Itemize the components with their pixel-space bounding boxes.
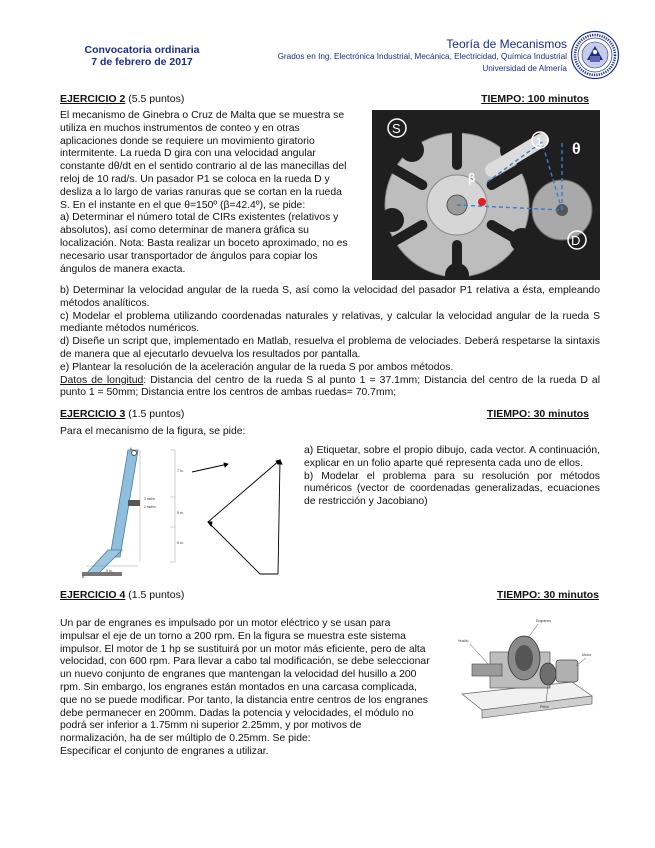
label-s: S — [392, 121, 401, 136]
geneva-mechanism-photo — [372, 110, 600, 280]
fig-pinion: Piñón — [540, 705, 549, 709]
ex2-line: intermitente. La rueda D gira con una velocidad angular — [60, 148, 316, 160]
ex2-line: ángulos de manera exacta. — [60, 263, 186, 275]
lengths-text: : Distancia del centro de la rueda S al punto 1 = 37.1mm; Distancia del centro de la rueda D al punto 1 = 50mm; Distancia entre los centros de ambas ruedas= 70.7mm; — [60, 374, 601, 399]
ex2-item-e: e) Plantear la resolución de la aceleración angular de la rueda S por ambos métodos. — [60, 361, 454, 373]
geneva-drawing — [372, 110, 600, 280]
fig-label-b: B — [82, 575, 85, 579]
ex3-mechanism-figure — [80, 442, 300, 582]
ex2-intro — [60, 110, 366, 276]
label-d: D — [571, 233, 581, 248]
ex4-line: Un par de engranes es impulsado por un motor eléctrico y se usan para — [60, 618, 391, 629]
ex2-line: S. En el instante en el que θ=150º (β=42.4º), se pide: — [60, 199, 306, 211]
label-1: 1 — [536, 136, 543, 148]
degrees-line: Grados en Ing. Electrónica Industrial, Mecánica, Electricidad, Química Industrial — [277, 51, 567, 61]
ex2-item-c: c) Modelar el problema utilizando coordenadas naturales y relativas, y calcular la velocidad angular de la rueda S mediante métodos numéricos. — [60, 310, 600, 335]
course-header — [278, 38, 567, 76]
ex4-line: que no se puede modificar. Por tanto, la distancia entre centros de los engranes — [60, 694, 428, 706]
ex2-line: reloj de 10 rad/s. Un pasador P1 se coloca en la rueda D y — [60, 173, 330, 185]
fig-dim-3: 5 in. — [177, 541, 184, 545]
ex3-item-b: b) Modelar el problema para su resolución por métodos numéricos (vector de coordenadas generalizadas, ecuaciones de restricción y Jacobiano) — [304, 470, 600, 508]
university-name: Universidad de Almería — [482, 64, 567, 73]
ex4-points: (1.5 puntos) — [128, 589, 185, 601]
session-date: 7 de febrero de 2017 — [91, 56, 193, 68]
ex2-item-d: d) Diseñe un script que, implementado en Matlab, resuelva el problema de velociades. Deberá respetarse la sintaxis de manera que al ejecutarlo devuelva los resultados por pantalla. — [60, 336, 600, 360]
ex4-line: debe permanecer en 200mm. Dadas la potencia y velocidades, el módulo no — [60, 707, 414, 719]
ex3-intro: Para el mecanismo de la figura, se pide: — [60, 426, 246, 437]
ex2-line: utiliza en muchos instrumentos de conteo y en otras — [60, 122, 300, 134]
ex2-heading — [60, 93, 184, 105]
university-seal-icon — [570, 30, 620, 80]
ex3-time: TIEMPO: 30 minutos — [486, 408, 589, 420]
ex2-line: El mecanismo de Ginebra o Cruz de Malta que se muestra se — [60, 110, 345, 121]
fig-dim-2: 5 in. — [177, 511, 184, 515]
ex2-title: EJERCICIO 2 — [60, 93, 126, 105]
ex2-line: a) Determinar el número total de CIRs existentes (relativos y — [60, 212, 339, 224]
session-name: Convocatoria ordinaria — [84, 44, 200, 56]
ex4-line: impulsor. El motor de 1 hp se sustituirá por un motor más eficiente, pero de alta — [60, 643, 426, 655]
fig-spindle: Husillo — [458, 639, 469, 643]
ex4-time: TIEMPO: 30 minutos — [496, 589, 599, 601]
ex2-time: TIEMPO: 100 minutos — [481, 93, 589, 105]
ex2-line: necesario usar transportador de ángulos para copiar los — [60, 250, 318, 262]
label-beta: β — [468, 171, 476, 185]
ex2-item-b: b) Determinar la velocidad angular de la rueda S, así como la velocidad del pasador P1 relativa a ésta, empleando métodos analíticos. — [60, 285, 600, 309]
ex2-line: aplicaciones donde se requiere un movimiento giratorio — [60, 135, 315, 147]
ex2-lengths — [60, 375, 600, 401]
label-theta: θ — [572, 141, 581, 158]
fig-motor: Motor — [582, 653, 591, 657]
ex4-line: podrá ser inferior a 1.75mm ni superior 2.25mm, y por motivos de — [60, 720, 362, 732]
course-title: Teoría de Mecanismos — [446, 37, 567, 51]
fig-dim-4: 5 in. — [106, 569, 113, 573]
fig-gears: Engranes — [536, 619, 551, 623]
ex2-line: absolutos), así como determinar de manera gráfica su — [60, 225, 309, 237]
ex2-points: (5.5 puntos) — [128, 93, 185, 105]
ex3-title: EJERCICIO 3 — [60, 408, 126, 420]
fig-omega: 3 rad/s — [144, 497, 155, 501]
ex4-title: EJERCICIO 4 — [60, 589, 126, 601]
fig-label-a: A — [130, 447, 133, 451]
ex4-line: impulsar el eje de un torno a 200 rpm. En la figura se muestra este sistema — [60, 630, 406, 642]
fig-dim-1: 7 in. — [177, 469, 184, 473]
ex4-text — [60, 618, 446, 759]
ex2-line: constante dθ/dt en el sentido contrario al de las manecillas del — [60, 161, 347, 173]
ex2-line: localización. Nota: Basta realizar un boceto aproximado, no es — [60, 237, 348, 249]
ex4-line: rpm. Sin embargo, los engranes están montados en una carcasa complicada, — [60, 681, 417, 693]
ex2-line: desliza a lo largo de varias ranuras que se cortan en la rueda — [60, 186, 342, 198]
ex3-points: (1.5 puntos) — [128, 408, 185, 420]
fig-alpha: 2 rad/s² — [144, 505, 156, 509]
ex4-lathe-figure — [452, 612, 600, 724]
ex3-heading — [60, 408, 184, 420]
ex4-line: un nuevo conjunto de engranes que mantengan la velocidad del husillo a 200 — [60, 669, 417, 681]
ex2-items — [60, 285, 600, 400]
ex4-line: velocidad, con 600 rpm. Para llevar a cabo tal modificación, se debe seleccionar — [60, 656, 430, 668]
ex4-line: normalización, ha de ser múltiplo de 0.25mm. Se pide: — [60, 733, 311, 745]
ex4-heading — [60, 589, 184, 601]
exam-session — [62, 44, 222, 68]
ex3-item-a: a) Etiquetar, sobre el propio dibujo, cada vector. A continuación, explicar en un folio aparte qué representa cada uno de ellos. — [304, 445, 600, 469]
ex4-line: Especificar el conjunto de engranes a utilizar. — [60, 745, 269, 757]
ex3-items — [304, 445, 600, 509]
lengths-label: Datos de longitud — [60, 374, 144, 386]
